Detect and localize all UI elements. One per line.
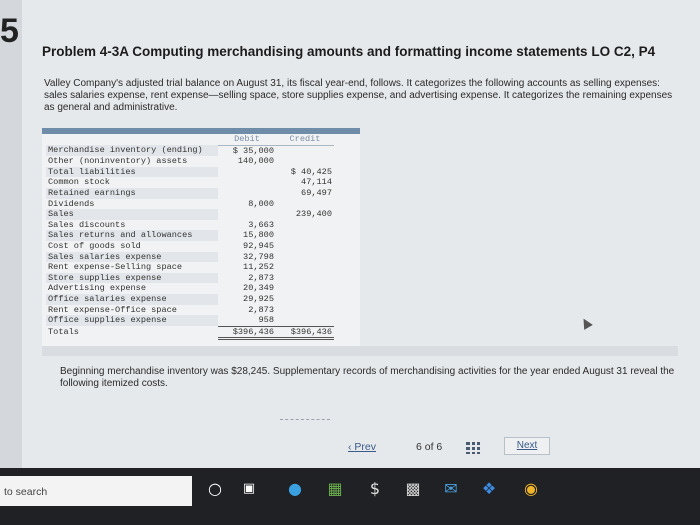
grid-view-icon[interactable] (466, 442, 480, 454)
debit-amount: 958 (258, 315, 274, 326)
page-number: 5 (0, 12, 19, 50)
credit-amount (276, 156, 334, 167)
account-name: Common stock (48, 177, 110, 188)
credit-amount: 239,400 (295, 209, 332, 220)
chrome-icon[interactable]: ◉ (524, 479, 538, 498)
account-name: Sales discounts (48, 219, 126, 230)
table-row (46, 305, 334, 316)
page-indicator: 6 of 6 (416, 441, 443, 453)
prev-button[interactable]: ‹ Prev (348, 441, 377, 453)
dollar-app-icon[interactable]: $ (369, 479, 381, 498)
table-row (46, 220, 334, 231)
debit-amount (218, 177, 276, 188)
debit-amount: 92,945 (243, 240, 274, 251)
left-edge (0, 0, 22, 468)
table-header-row (46, 134, 334, 145)
credit-amount (276, 305, 334, 316)
table-row (46, 199, 334, 210)
table-row (46, 209, 334, 220)
credit-amount: 47,114 (301, 177, 332, 188)
debit-amount: 11,252 (243, 262, 274, 273)
table-row (46, 294, 334, 305)
mouse-cursor-icon (579, 316, 593, 330)
credit-amount (276, 273, 334, 284)
account-name: Total liabilities (46, 167, 218, 178)
debit-amount: 20,349 (243, 283, 274, 294)
account-name: Other (noninventory) assets (48, 156, 188, 167)
prev-label: Prev (354, 441, 377, 453)
photos-icon[interactable]: ▦ (327, 479, 343, 498)
table-row (46, 188, 334, 199)
debit-amount: 15,800 (243, 230, 274, 241)
totals-row (46, 326, 334, 339)
account-name: Sales (46, 209, 218, 220)
debit-amount (218, 188, 276, 199)
account-name: Retained earnings (46, 188, 218, 199)
debit-amount: 29,925 (243, 293, 274, 304)
table-row (46, 145, 334, 156)
trial-balance-scrollbar[interactable] (42, 346, 678, 356)
credit-amount (276, 315, 334, 326)
credit-amount (276, 241, 334, 252)
account-name: Sales salaries expense (46, 252, 218, 263)
credit-amount (276, 262, 334, 273)
cortana-icon[interactable]: ○ (208, 479, 222, 498)
credit-amount (276, 294, 334, 305)
table-row (46, 230, 334, 241)
table-row (46, 273, 334, 284)
problem-title: Problem 4-3A Computing merchandising amounts and formatting income statements LO C2, P4 (42, 44, 656, 59)
credit-amount (276, 230, 334, 241)
table-row (46, 315, 334, 326)
credit-amount (276, 199, 334, 210)
totals-label: Totals (48, 327, 79, 338)
account-name: Store supplies expense (46, 273, 218, 284)
debit-amount: 32,798 (243, 251, 274, 262)
account-name: Sales returns and allowances (46, 230, 218, 241)
beginning-inventory-text: Beginning merchandise inventory was $28,245. Supplementary records of merchandising activities for the year ended August 31 reveal the following itemized costs. (60, 366, 675, 389)
mail-icon[interactable]: ✉ (444, 479, 458, 498)
problem-intro: Valley Company's adjusted trial balance on August 31, its fiscal year-end, follows. It categorizes the following accounts as selling expenses: sales salaries expense, rent expense—selling space, store supplies expense, and advertising expense. It categorizes the remaining expenses as general and administrative. (44, 78, 673, 113)
table-row (46, 167, 334, 178)
task-view-icon[interactable]: ▣ (242, 481, 256, 496)
table-row (46, 177, 334, 188)
header-debit: Debit (218, 134, 276, 145)
trial-balance-table (46, 134, 334, 340)
credit-amount (276, 145, 334, 156)
total-credit: $396,436 (276, 326, 334, 339)
store-icon[interactable]: ▩ (405, 479, 421, 498)
table-row (46, 241, 334, 252)
total-debit: $396,436 (218, 326, 276, 339)
debit-amount: 3,663 (248, 219, 274, 230)
account-name: Office supplies expense (46, 315, 218, 326)
taskbar-search-input[interactable]: to search (4, 486, 48, 498)
credit-amount (276, 220, 334, 231)
credit-amount: 69,497 (301, 187, 332, 198)
debit-amount: $ 35,000 (232, 145, 274, 156)
account-name: Merchandise inventory (ending) (46, 145, 218, 156)
account-name: Rent expense-Office space (48, 304, 177, 315)
debit-amount (218, 167, 276, 178)
account-name: Cost of goods sold (48, 240, 141, 251)
header-credit: Credit (276, 134, 334, 145)
debit-amount: 2,873 (248, 304, 274, 315)
account-name: Office salaries expense (46, 294, 218, 305)
debit-amount (218, 209, 276, 220)
divider (280, 419, 330, 421)
debit-amount: 140,000 (237, 156, 274, 167)
table-row (46, 283, 334, 294)
credit-amount: $ 40,425 (290, 166, 332, 177)
header-account (46, 134, 218, 145)
table-row (46, 262, 334, 273)
account-name: Advertising expense (48, 283, 146, 294)
credit-amount (276, 252, 334, 263)
edge-browser-icon[interactable]: ● (288, 479, 302, 498)
next-button[interactable]: Next (504, 437, 550, 455)
debit-amount: 2,873 (248, 272, 274, 283)
table-row (46, 156, 334, 167)
debit-amount: 8,000 (248, 198, 274, 209)
table-row (46, 252, 334, 263)
account-name: Rent expense-Selling space (48, 262, 183, 273)
credit-amount (276, 283, 334, 294)
account-name: Dividends (48, 198, 95, 209)
dropbox-icon[interactable]: ❖ (481, 479, 497, 498)
